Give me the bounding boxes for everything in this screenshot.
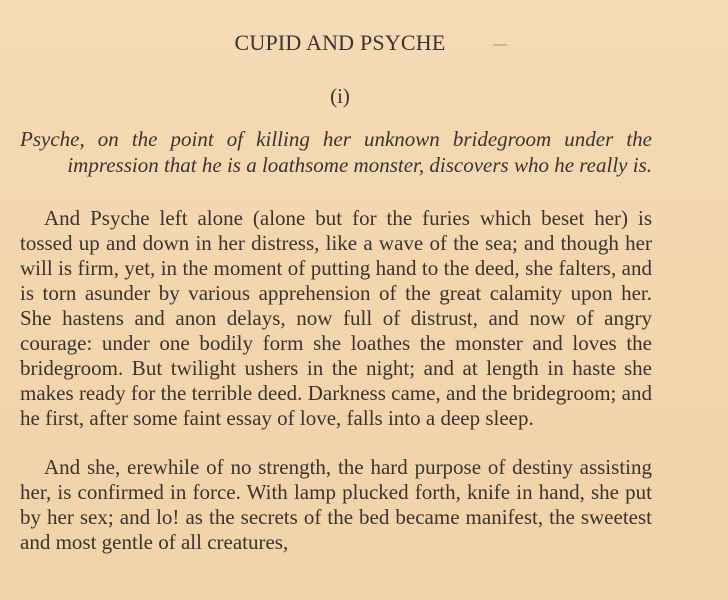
- page-title: CUPID AND PSYCHE: [234, 30, 446, 55]
- section-number: (i): [330, 84, 350, 108]
- chapter-summary: Psyche, on the point of killing her unknown bridegroom under the impression that he is a loathsome monster, discovers who he really is.: [20, 127, 652, 177]
- body-paragraph: And Psyche left alone (alone but for the furies which beset her) is tossed up and down in her distress, like a wave of the sea; and though her will is firm, yet, in the moment of putting hand to the deed, she falters, and is torn asunder by various apprehension of the great calamity upon her. She hastens and anon delays, now full of distrust, and now of angry courage: under one bodily form she loathes the monster and loves the bridegroom. But twilight ushers in the night; and at length in haste she makes ready for the terrible deed. Darkness came, and the bridegroom; and he first, after some faint essay of love, falls into a deep sleep.: [20, 206, 652, 430]
- body-paragraph: And she, erewhile of no strength, the hard purpose of destiny assisting her, is confirmed in force. With lamp plucked forth, knife in hand, she put by her sex; and lo! as the secrets of the bed became manifest, the sweetest and most gentle of all creatures,: [20, 455, 652, 554]
- ink-mark: [493, 44, 507, 46]
